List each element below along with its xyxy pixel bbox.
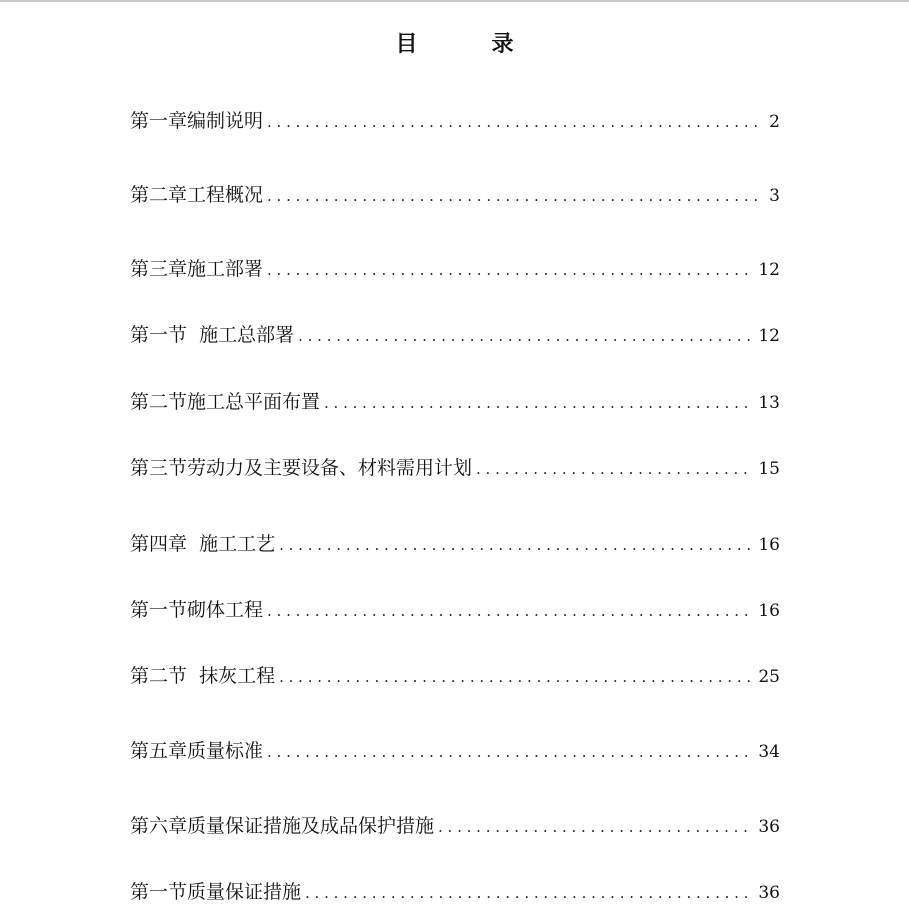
toc-dot-leader	[279, 531, 752, 559]
toc-page-number: 36	[758, 817, 780, 837]
toc-entry-chapter-3[interactable]	[130, 255, 780, 283]
toc-dot-leader	[476, 455, 752, 483]
toc-entry-chapter-6-section-1[interactable]	[130, 878, 780, 906]
toc-page-number: 15	[758, 459, 780, 479]
toc-page-number: 12	[758, 326, 780, 346]
toc-entry-label: 第一节质量保证措施	[130, 881, 302, 903]
toc-entry-chapter-5[interactable]	[130, 737, 780, 765]
toc-entry-label: 第一节 施工总部署	[130, 324, 295, 346]
toc-dot-leader	[324, 389, 752, 417]
toc-entry-chapter-1[interactable]	[130, 107, 780, 135]
toc-page-number: 25	[758, 667, 780, 687]
toc-page-number: 2	[769, 112, 780, 132]
toc-dot-leader	[267, 256, 752, 284]
toc-page-number: 12	[758, 260, 780, 280]
toc-dot-leader	[438, 813, 752, 841]
toc-entry-chapter-3-section-1[interactable]	[130, 321, 780, 349]
toc-entry-chapter-3-section-2[interactable]	[130, 388, 780, 416]
toc-entry-chapter-6[interactable]	[130, 812, 780, 840]
toc-entry-label: 第三节劳动力及主要设备、材料需用计划	[130, 457, 473, 479]
toc-dot-leader	[267, 108, 762, 136]
toc-entry-label: 第一节砌体工程	[130, 599, 264, 621]
toc-dot-leader	[298, 322, 752, 350]
toc-page-number: 34	[758, 742, 780, 762]
toc-page-number: 13	[758, 393, 780, 413]
toc-entry-label: 第三章施工部署	[130, 258, 264, 280]
toc-entry-label: 第二节 抹灰工程	[130, 665, 276, 687]
toc-entry-chapter-3-section-3[interactable]	[130, 454, 780, 482]
toc-dot-leader	[267, 738, 752, 766]
toc-dot-leader	[279, 663, 752, 691]
toc-entry-label: 第五章质量标准	[130, 740, 264, 762]
toc-page-number: 16	[758, 601, 780, 621]
toc-entry-label: 第六章质量保证措施及成品保护措施	[130, 815, 435, 837]
toc-dot-leader	[305, 879, 752, 907]
toc-page-number: 36	[758, 883, 780, 903]
toc-dot-leader	[267, 182, 762, 210]
toc-entry-label: 第二章工程概况	[130, 184, 264, 206]
toc-entry-label: 第二节施工总平面布置	[130, 391, 321, 413]
page-title: 目 录	[395, 32, 540, 57]
toc-dot-leader	[267, 597, 752, 625]
toc-entry-chapter-4-section-2[interactable]	[130, 662, 780, 690]
toc-entry-label: 第一章编制说明	[130, 110, 264, 132]
toc-entry-chapter-2[interactable]	[130, 181, 780, 209]
page-top-border	[0, 0, 909, 2]
toc-entry-label: 第四章 施工工艺	[130, 533, 276, 555]
toc-page-number: 16	[758, 535, 780, 555]
toc-page-number: 3	[769, 186, 780, 206]
toc-entry-chapter-4[interactable]	[130, 530, 780, 558]
toc-entry-chapter-4-section-1[interactable]	[130, 596, 780, 624]
